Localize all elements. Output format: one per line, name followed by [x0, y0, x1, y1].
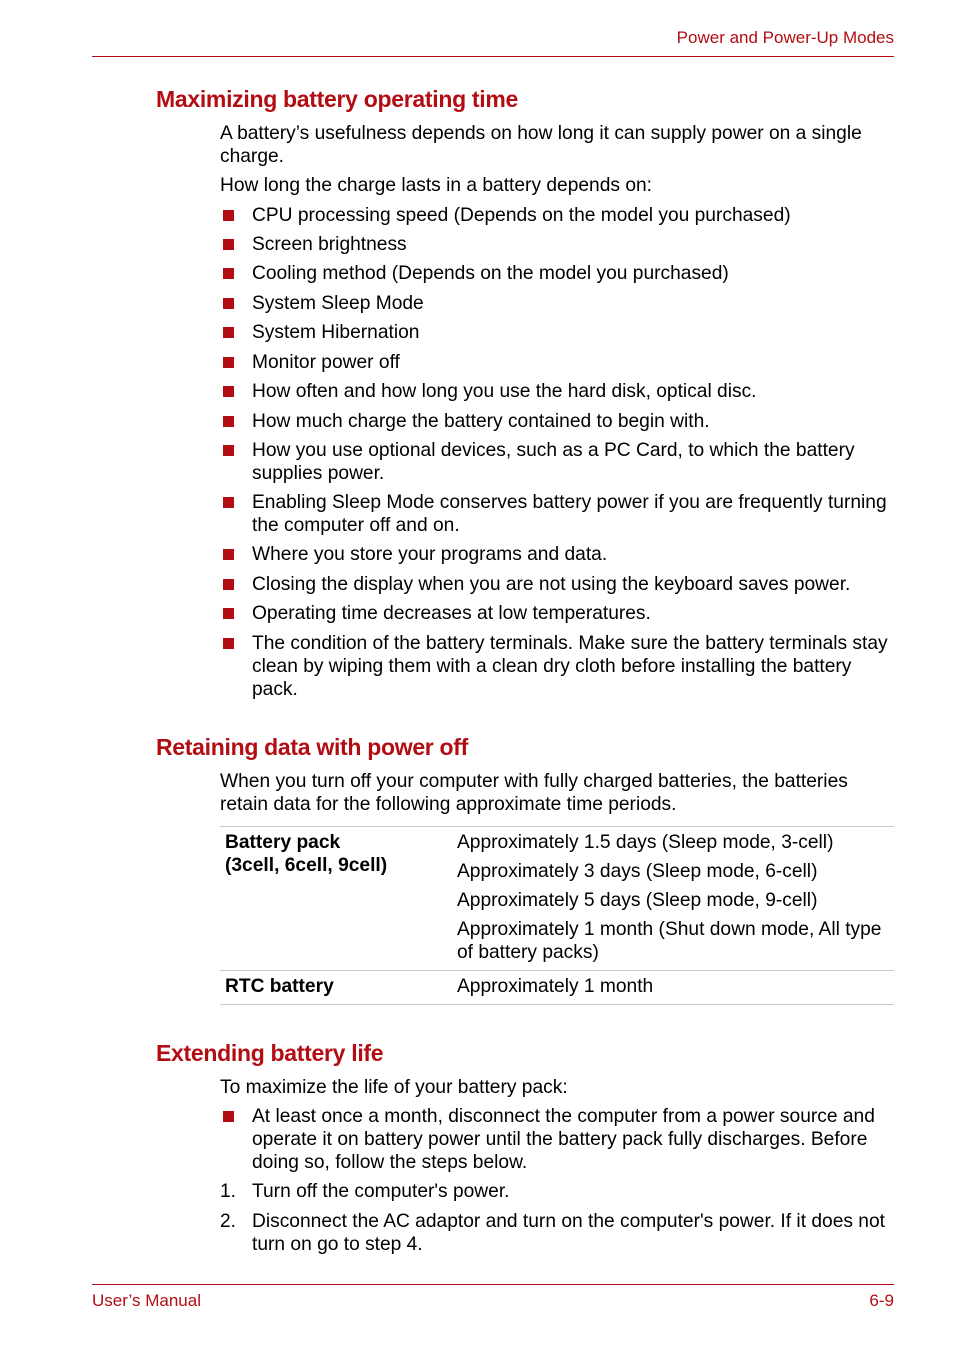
list-item-text: System Sleep Mode	[252, 293, 424, 314]
bullet-square-icon	[223, 239, 234, 250]
bullet-square-icon	[223, 445, 234, 456]
table-cell-values	[457, 971, 894, 1005]
bullet-square-icon	[223, 608, 234, 619]
section-heading-extending: Extending battery life	[156, 1040, 384, 1066]
step-text: Turn off the computer's power.	[252, 1181, 510, 1202]
list-item-text: How much charge the battery contained to begin with.	[252, 411, 710, 432]
retention-table	[220, 826, 894, 1005]
list-item-text: Where you store your programs and data.	[252, 544, 608, 565]
table-row	[220, 971, 894, 1005]
bullet-square-icon	[223, 386, 234, 397]
bullet-square-icon	[223, 210, 234, 221]
step-number: 2.	[220, 1211, 237, 1232]
list-item-text: How often and how long you use the hard disk, optical disc.	[252, 381, 757, 402]
paragraph: How long the charge lasts in a battery depends on:	[220, 175, 652, 196]
bullet-square-icon	[223, 298, 234, 309]
list-item-text: Enabling Sleep Mode conserves battery power if you are frequently turning the computer off and on.	[252, 492, 887, 536]
bullet-square-icon	[223, 579, 234, 590]
list-item-text: Operating time decreases at low temperatures.	[252, 603, 651, 624]
list-item-text: Closing the display when you are not using the keyboard saves power.	[252, 574, 851, 595]
row-label: RTC battery	[225, 976, 334, 997]
list-item-text: CPU processing speed (Depends on the model you purchased)	[252, 205, 791, 226]
table-cell-values	[457, 827, 894, 971]
bullet-square-icon	[223, 268, 234, 279]
value-line: Approximately 1 month	[457, 976, 654, 997]
step-number: 1.	[220, 1181, 237, 1202]
list-item-text: Cooling method (Depends on the model you purchased)	[252, 263, 729, 284]
bullet-square-icon	[223, 638, 234, 649]
table-cell-label	[220, 827, 457, 971]
value-line: Approximately 1.5 days (Sleep mode, 3-cell)	[457, 832, 834, 853]
step-text: Disconnect the AC adaptor and turn on the computer's power. If it does not turn on go to step 4.	[252, 1211, 885, 1255]
section-heading-retaining: Retaining data with power off	[156, 734, 469, 760]
bullet-square-icon	[223, 549, 234, 560]
footer-rule	[92, 1284, 894, 1285]
section-heading-maximizing: Maximizing battery operating time	[156, 86, 518, 112]
table-cell-label	[220, 971, 457, 1005]
list-item-text: How you use optional devices, such as a PC Card, to which the battery supplies power.	[252, 440, 855, 484]
paragraph: When you turn off your computer with fully charged batteries, the batteries retain data for the following approximate time periods.	[220, 771, 848, 815]
page-number: 6-9	[869, 1291, 894, 1310]
row-label-detail: (3cell, 6cell, 9cell)	[225, 855, 388, 876]
bullet-square-icon	[223, 497, 234, 508]
paragraph: A battery’s usefulness depends on how long it can supply power on a single charge.	[220, 123, 862, 167]
list-item-text: Screen brightness	[252, 234, 407, 255]
paragraph: To maximize the life of your battery pack:	[220, 1077, 568, 1098]
bullet-square-icon	[223, 1111, 234, 1122]
value-line: Approximately 5 days (Sleep mode, 9-cell)	[457, 890, 818, 911]
row-label: Battery pack	[225, 832, 341, 853]
bullet-square-icon	[223, 416, 234, 427]
list-item-text: Monitor power off	[252, 352, 400, 373]
bullet-square-icon	[223, 357, 234, 368]
chapter-title: Power and Power-Up Modes	[676, 28, 894, 47]
table-row	[220, 827, 894, 971]
list-item-text: The condition of the battery terminals. Make sure the battery terminals stay clean by wiping them with a clean dry cloth before installing the battery pack.	[252, 633, 888, 700]
header-rule	[92, 56, 894, 57]
value-line: Approximately 1 month (Shut down mode, All type of battery packs)	[457, 919, 882, 963]
manual-label: User’s Manual	[92, 1291, 201, 1310]
value-line: Approximately 3 days (Sleep mode, 6-cell)	[457, 861, 818, 882]
bullet-square-icon	[223, 327, 234, 338]
list-item-text: System Hibernation	[252, 322, 420, 343]
list-item-text: At least once a month, disconnect the computer from a power source and operate it on battery power until the battery pack fully discharges. Before doing so, follow the steps below.	[252, 1106, 875, 1173]
